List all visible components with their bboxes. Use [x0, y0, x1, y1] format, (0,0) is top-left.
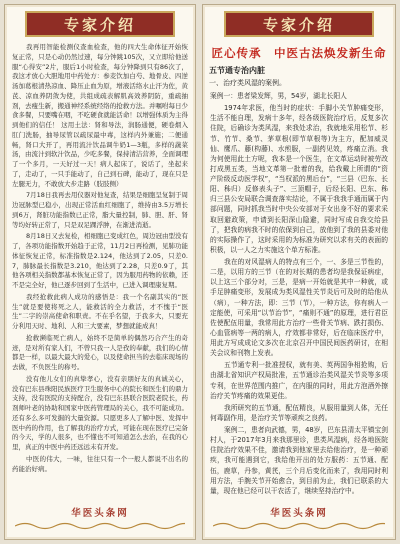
- article-paragraph: 中医的伟大，一味，往往只有一个一般人都说不出名的药能治好病。: [12, 454, 188, 473]
- section-title: 五节通专治内脏: [209, 66, 265, 75]
- left-footer: [5, 505, 195, 535]
- expert-intro-banner: 专家介绍: [224, 11, 374, 37]
- article-paragraph: 我再用智能检测仪查血检查，他的四大生命体征开始恢复正常，只是心动仍然过速，每分钟跳105次，又立即给他送服“心得安”2片，服后1小时检查，每分钟降到只有86次了，我这才放心大胆地用中药处方：参麦饮加白芍、地骨皮、四逆汤加葛根清热凉血、降压止血为原，增液活络水止汗为佐，黄芪、凉血养阴敛为使，共组成疏表解肌高效养阴防，重疏抽剂，去瘦生新，搬通神经系统经络的抢救方法。并嘱咐每日少食多餐，只要嘴在咽，不吃硬食就能活命！以增强体质为主得到他们的信任！ 这用土法：肾和导法，润肠通便，硬卷烟入肛门洗肠，抽导尿管以疏尿最中毒，这样内外兼施；二便通畅，肾口大开了，再用流汁饮品调牛奶1—3瓶，多样的蔬菜汤，由流汁到软汁饮品，少吃多餐，保持清洁营养，全面调理了一个多月，一天好过一天！病人起床了，说话了，坐起来了，走动了，一只手能动了，自己到石碑，能动了，现在只是左腿无力，不敢放大步走路（肢肢侧）: [12, 43, 188, 188]
- article-paragraph: 1974年求医，他当时的症状：手脚小关节肿痛变形，生活不能自理，发病十多年，经各级医院治疗后，反复多次住院，后确诊为类风湿，来我处求治，我就地采用松节、杉节、竹节、桑节、茅草根(即节草根等)为主方，配加威灵仙、鹰爪、藤(构藤)、水煎服，一副药见效，疼痛立消。我为何使用此土方呢，我本是一个医生，在文革运动时被劳改打成黑五类，当地文革第一批着的我，给我戴上所谓的“资产阶级反动医学权”，“当权派的黑后台”，“三县（巴东、长阳、秭归）反修表头子”、三顶帽子，后经长阳、巴东、秭归三县公安局联合调查落实结论，不属于我我手通而属于内部问题，同时抓我当时中央公安部对于女出身不好的要求采取回避政策，申请到长阳深山隐避，同时写成自我交给县了，把我的病我不时的依保到自己，放他到了我的县委对他的实际操作了，这时采用的为标准为研究以求有关的表面的积极，以一人之力实施这个单方标准。: [210, 104, 388, 254]
- wave-ornament-icon: [213, 521, 385, 531]
- wave-ornament-icon: [15, 521, 185, 531]
- left-article-body: [12, 43, 188, 476]
- article-paragraph: 没有他儿女们的真挚孝心，没有亲朋好友的真诚关心，没有巴东县珠阳民族医疗卫生服务中心的院长和医生们的鼎力支持，没有医院的支持配合，没有巴东县联合医院老院长，药剂师叶老的协助和国家中医药管理局的关心，我不可能成功。还有多么多可发掘的大量资源。只愿更多人了解中医、发挥中医中药的作用，也了解我的治疗方式，可能在现在医疗已完备的今天，学的人很多，也不懂也不可知道怎么去治，在我的心里，真正的中医中药还远远未有开发。: [12, 374, 188, 451]
- article-paragraph: 五节通专利一批准授权，就有美、英两国争相抢购，后由湖北省知识产权局批准，五节通诊治类风湿关节炎等多项专利，在世界范围内推广，在内服的同时，用此方泡酒外擦治疗关节疼痛的效果更佳。: [210, 361, 388, 400]
- right-article-body: [210, 91, 388, 498]
- section-subtitle: 一、治疗类风湿的案例。: [209, 79, 286, 87]
- article-paragraph: 7月18日我再去用仪器对他复查，结果是细胞呈复制于周边冠脉型已稳小，出现正常活血红细胞了，维持由3.5万增长到6万，肾脏功能指数已正常，脂大量控制，肺、胆、肝、肾等均好转正常了，只是双足踝浮肿，在渐进消逝。: [12, 191, 188, 229]
- article-paragraph: 我经抢救此病人成功的感悟是：我一个名副其实的“医生”就是要使将死之人，能救活的全力救活，才不愧于“医生”二字的崇高使命和职责。不在乎名望，于我多大，只要充分利用天时、地利、人和三大要素，梦想就能成真！: [12, 292, 188, 330]
- site-logo: 华医头条网: [270, 508, 328, 519]
- article-paragraph: 8月18日又去复检，相细胞已变成红色，周边冠由型没有了，各项功能指数开始趋于正常，11月2日再检测，见肺功能体征恢复正常，标准指数是2.124，他达到了2.05，只差0.7，肺脉最长指数是3.210，他达到了2.28，只差0.9了，其他各项相关指数都基本恢复正常了，因为服用药物的依赖，还不是完全好，他已逐步回到了生活中，已进入调理康复期。: [12, 232, 188, 289]
- article-paragraph: 案例二，患者向武德，男，48岁，巴东县清太平镇宝剑村人，于2017年3月来我那里诊，患类风湿病，经各地医院住院治疗效果不佳，邀请我到他家里去给他治疗，是一种顽疾，我可能遇到它，我给他开出的处方服药：五节通、配伍，鹿草，丹参，黄芪，三个月后变化而来了，我用同时利用方法，手腕关节开始愈合，到目前为止，我们已联系的大量，现在他已经可以干农活了，继续坚持治疗中。: [210, 426, 388, 495]
- article-paragraph: 我所研究的五节通，配伍精良，从服用量到人体，无任何毒副作用，是治疗关节等顽疾之良药。: [210, 403, 388, 422]
- expert-intro-banner: 专家介绍: [25, 11, 175, 37]
- article-paragraph: 我在的对风湿病人的特点有三个，一、多是三节性的，二是，以用方的三节（在的对长期的患者均是我保证病症，以上这三个部分对，三是，是病一开始就是其中一种就，或手足肿痛变形，发展成为类风湿性关节炎后可及时的给他从（病），一种方法，即：三节（节），一种方法，你有病人一定能使，可采用“以节治节”，“痛则不通”的原理，进行君臣佐使配伍用量，我常用此方治疗一些骨关节病、跌打损伤、心血管病等一两的病人，疗效都非常好，后在临床医疗中，用此方写成成论文多次在北京召开中国民间医药研讨，在相关会议和刊物上发表。: [210, 258, 388, 358]
- article-paragraph: 案例一：患者梁发辉，男，54岁，湖北长阳人: [210, 92, 347, 100]
- article-paragraph: 抢救濒临死亡病人，始终不是简单的偶然巧合产生的奇迹，是对所有家人们，不曾只我一人是孜的奉献，我们的心情都是一样，以最大最大的爱心，以及使命担当的去临床现场的去做，不负医生的称号。: [12, 333, 188, 371]
- site-logo: 华医头条网: [71, 508, 129, 519]
- right-article-panel: [202, 4, 396, 540]
- left-article-panel: [4, 4, 196, 540]
- right-footer: [203, 505, 395, 535]
- article-headline: 匠心传承 中医古法焕发新生命: [211, 46, 387, 60]
